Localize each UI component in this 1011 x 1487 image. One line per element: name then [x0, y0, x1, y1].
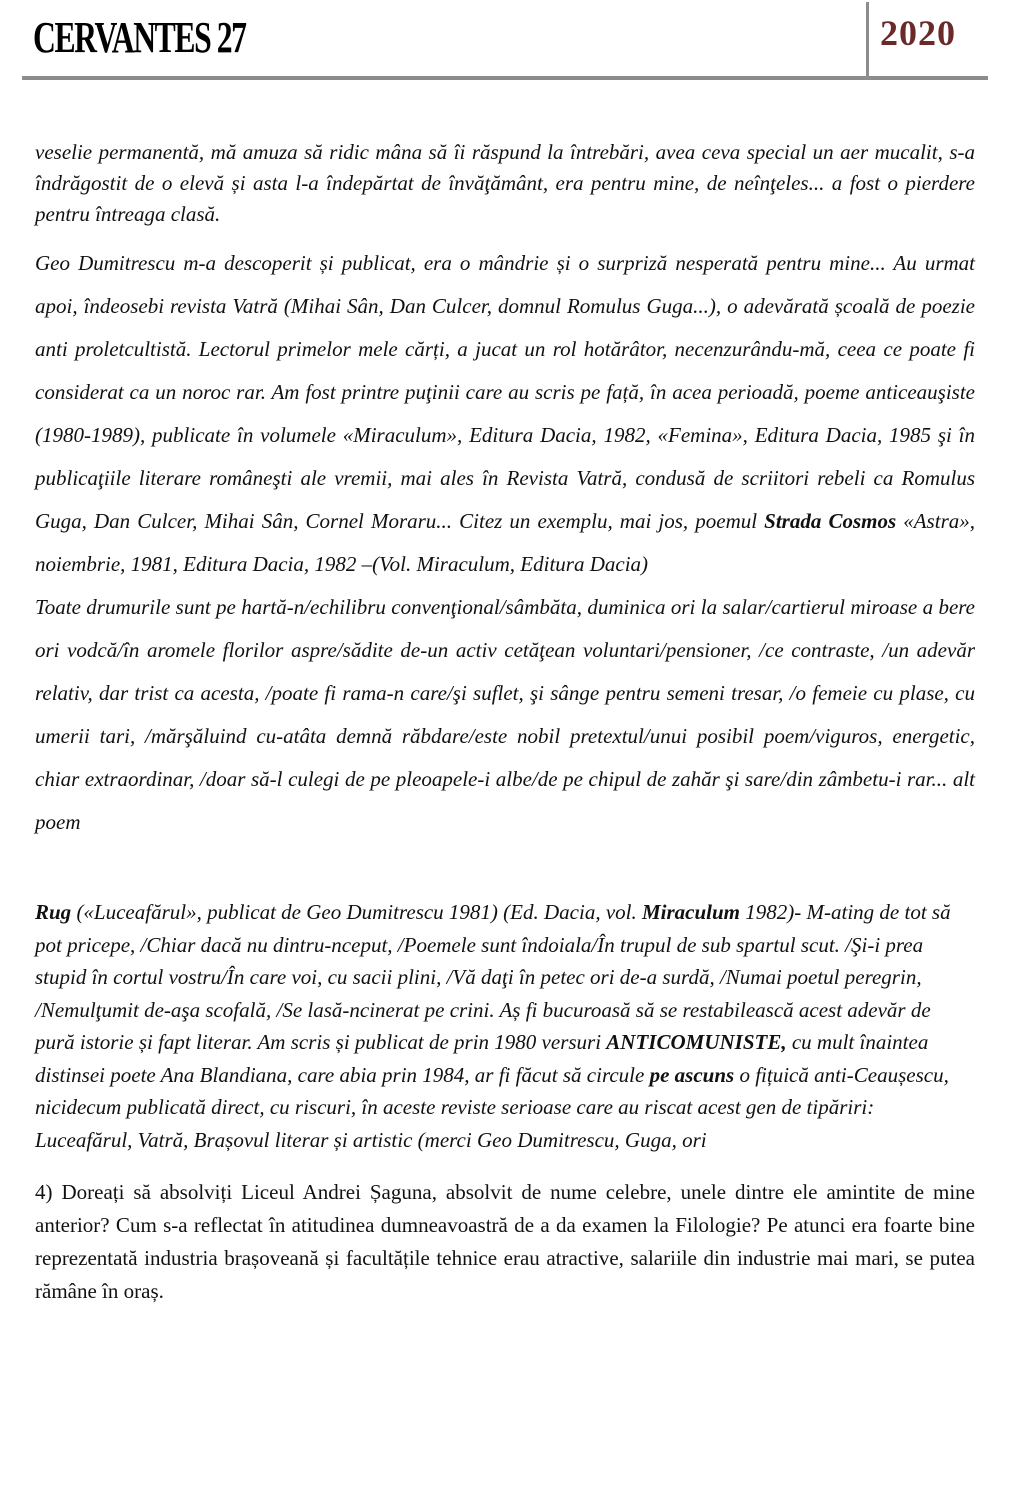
paragraph-teacher-memory: veselie permanentă, mă amuza să ridic mâna să îi răspund la întrebări, avea ceva special un aer mucalit, s-a îndrăgostit de o elevă și asta l-a îndepărtat de învăţământ, era pentru mine, de neînţeles... a fost o pierdere pentru întreaga clasă.: [35, 140, 975, 226]
magazine-title: CERVANTES 27: [33, 13, 246, 62]
paragraph-text: 1982)- M-ating de tot să pot pricepe, /Chiar dacă nu dintru-nceput, /Poemele sunt îndoiala/În trupul de sub spartul scut. /Şi-i prea stupid în cortul vostru/În care voi, cu sacii plini, /Vă daţi în petec ori de-a surdă, /Numai poetul peregrin, /Nemulţumit de-aşa scofală, /Se lasă-ncinerat pe crini. Aș fi bucuroasă să se restabilească acest adevăr de pură istorie și fapt literar. Am scris și publicat de prin 1980 versuri: [35, 900, 951, 1054]
paragraph-text: («Luceafărul», publicat de Geo Dumitrescu 1981) (Ed. Dacia, vol.: [71, 900, 642, 924]
header-vertical-rule: [866, 2, 869, 78]
paragraph-text: Geo Dumitrescu m-a descoperit și publicat, era o mândrie și o surpriză nesperată pentru mine... Au urmat apoi, îndeosebi revista Vatră (Mihai Sân, Dan Culcer, domnul Romulus Guga...), o adevărată școală de poezie anti proletcultistă. Lectorul primelor mele cărți, a jucat un rol hotărâtor, necenzurându-mă, ceea ce poate fi considerat ca un noroc rar. Am fost printre puţinii care au scris pe față, în acea perioadă, poeme anticeauşiste (1980-1989), publicate în volumele «Miraculum», Editura Dacia, 1982, «Femina», Editura Dacia, 1985 şi în publicaţiile literare româneşti ale vremii, mai ales în Revista Vatră, condusă de scriitori rebeli ca Romulus Guga, Dan Culcer, Mihai Sân, Cornel Moraru... Citez un exemplu, mai jos, poemul: [35, 251, 975, 533]
poem-title-strada-cosmos: Strada Cosmos: [764, 509, 897, 533]
page-header: [0, 0, 1011, 80]
paragraph-publishing-history: [35, 242, 975, 586]
poem-citation: «Astra», noiembrie, 1981, Editura Dacia, 1982 –(Vol. Miraculum, Editura Dacia): [35, 509, 975, 576]
poem-strada-cosmos: Toate drumurile sunt pe hartă-n/echilibru convenţional/sâmbăta, duminica ori la salar/cartierul miroase a bere ori vodcă/în aromele florilor aspre/sădite de-un activ cetăţean voluntari/pensioner, /ce contraste, /un adevăr relativ, dar trist ca acesta, /poate fi rama-n care/şi suflet, şi sânge pentru semeni tresar, /o femeie cu plase, cu umerii tari, /mărşăluind cu-atâta demnă răbdare/este nobil pretextul/unui posibil poem/viguros, energetic, chiar extraordinar, /doar să-l culegi de pe pleoapele-i albe/de pe chipul de zahăr şi sare/din zâmbetu-i rar... alt poem: [35, 595, 975, 834]
paragraph-text: o fițuică anti-Ceaușescu, nicidecum publicată direct, cu riscuri, în aceste reviste serioase care au riscat acest gen de tipăriri: Luceafărul, Vatră, Brașovul literar și artistic (merci Geo Dumitrescu, Guga, ori: [35, 1062, 949, 1152]
emphasis-anticomuniste: ANTICOMUNISTE,: [606, 1030, 787, 1054]
poem-title-rug: Rug: [35, 900, 72, 924]
interview-question-4: 4) Doreați să absolviți Liceul Andrei Șaguna, absolvit de nume celebre, unele dintre ele amintite de mine anterior? Cum s-a reflectat în atitudinea dumneavoastră de a da examen la Filologie? Pe atunci era foarte bine reprezentată industria brașoveană și facultățile tehnice erau atractive, salariile din industrie mai mari, se putea rămâne în oraș.: [35, 1180, 975, 1303]
header-horizontal-rule: [22, 76, 988, 80]
emphasis-pe-ascuns: pe ascuns: [649, 1062, 735, 1087]
volume-title-miraculum: Miraculum: [641, 900, 741, 924]
article-body: [35, 137, 975, 1308]
issue-year: 2020: [880, 13, 956, 53]
paragraph-poem-rug: [35, 896, 975, 1156]
paragraph-text: cu mult înaintea distinsei poete Ana Blandiana, care abia prin 1984, ar fi făcut să circule: [35, 1030, 929, 1087]
